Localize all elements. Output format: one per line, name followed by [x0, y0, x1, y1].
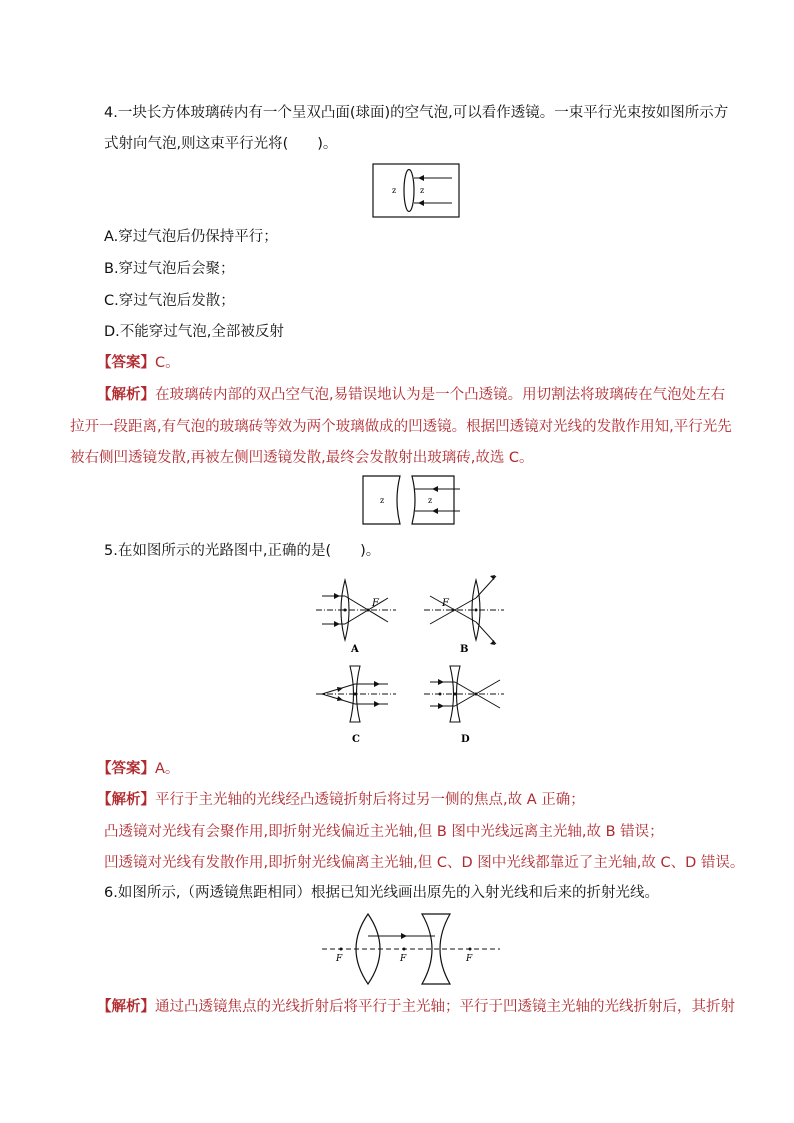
q4-answer	[97, 353, 180, 373]
focus-label: F	[400, 954, 407, 964]
analysis-tag: 【解析】	[97, 792, 155, 808]
diagram-c-label: C	[352, 734, 360, 745]
convex-lens	[356, 914, 380, 984]
arrow-icon	[418, 200, 424, 206]
focus-label: F	[336, 954, 343, 964]
q4-option-c: C.穿过气泡后发散；	[104, 293, 235, 309]
q4-stem-line2: 式射向气泡,则这束平行光将( )。	[104, 136, 338, 152]
arrow-icon	[334, 593, 340, 599]
answer-tag: 【答案】	[97, 761, 155, 777]
q5-analysis-line3: 凹透镜对光线有发散作用,即折射光线偏离主光轴,但 C、D 图中光线都靠近了主光轴,故 C、D 错误。	[104, 855, 745, 871]
q4-analysis-line1: 【解析】在玻璃砖内部的双凸空气泡,易错误地认为是一个凸透镜。用切割法将玻璃砖在气泡处左右	[97, 387, 726, 403]
answer-value: C。	[155, 355, 180, 371]
arrow-icon	[438, 679, 444, 685]
q4-analysis-line3: 被右侧凹透镜发散,再被左侧凹透镜发散,最终会发散射出玻璃砖,故选 C。	[70, 450, 534, 466]
arrow-icon	[418, 175, 424, 181]
q5-analysis-line1: 【解析】平行于主光轴的光线经凸透镜折射后将过另一侧的焦点,故 A 正确；	[97, 792, 585, 808]
q4-split-lens-figure	[362, 475, 462, 525]
glass-mark: z	[380, 496, 385, 505]
q6-analysis-line1: 【解析】通过凸透镜焦点的光线折射后将平行于主光轴；平行于凹透镜主光轴的光线折射后，其折射	[97, 999, 735, 1015]
q4-analysis-line2: 拉开一段距离,有气泡的玻璃砖等效为两个玻璃做成的凹透镜。根据凹透镜对光线的发散作用知,平行光先	[70, 419, 732, 435]
focus-label: F	[372, 598, 379, 609]
glass-brick-outline	[373, 164, 459, 217]
q6-two-lens-figure	[320, 912, 502, 988]
right-concave-block	[412, 476, 454, 524]
q4-option-a: A.穿过气泡后仍保持平行；	[104, 229, 278, 245]
q4-glass-brick-figure	[372, 163, 460, 218]
diagram-c	[316, 666, 396, 745]
answer-value: A。	[155, 761, 180, 777]
glass-mark: z	[392, 186, 397, 195]
analysis-tag: 【解析】	[97, 999, 155, 1015]
arrow-icon	[438, 703, 444, 709]
arrow-icon	[374, 681, 380, 687]
arrow-icon	[374, 701, 380, 707]
q5-analysis-line2: 凸透镜对光线有会聚作用,即折射光线偏近主光轴,但 B 图中光线远离主光轴,故 B 错误；	[104, 824, 664, 840]
q6-stem: 6.如图所示,（两透镜焦距相同）根据已知光线画出原先的入射光线和后来的折射光线。	[104, 885, 659, 901]
q5-optical-diagrams	[312, 572, 508, 750]
focus-label: F	[466, 954, 473, 964]
diagram-a	[316, 580, 396, 655]
diagram-d	[424, 666, 504, 745]
answer-tag: 【答案】	[97, 355, 155, 371]
diagram-b	[424, 575, 504, 655]
arrow-icon	[432, 486, 438, 492]
q5-answer	[97, 759, 179, 779]
arrow-icon	[401, 933, 407, 939]
diagram-d-label: D	[461, 734, 470, 745]
focus-label: F	[442, 598, 449, 609]
arrow-icon	[334, 621, 340, 627]
diagram-a-label: A	[351, 644, 359, 655]
diagram-b-label: B	[460, 644, 469, 655]
glass-mark: z	[420, 186, 425, 195]
q4-option-b: B.穿过气泡后会聚；	[104, 261, 235, 277]
q4-stem-line1: 4.一块长方体玻璃砖内有一个呈双凸面(球面)的空气泡,可以看作透镜。一束平行光束按如图所示方	[104, 105, 729, 121]
analysis-tag: 【解析】	[97, 387, 155, 403]
glass-mark: z	[428, 496, 433, 505]
q4-option-d: D.不能穿过气泡,全部被反射	[104, 324, 284, 340]
arrow-icon	[432, 508, 438, 514]
air-bubble-lens	[404, 170, 414, 212]
q5-stem: 5.在如图所示的光路图中,正确的是( )。	[104, 543, 381, 559]
